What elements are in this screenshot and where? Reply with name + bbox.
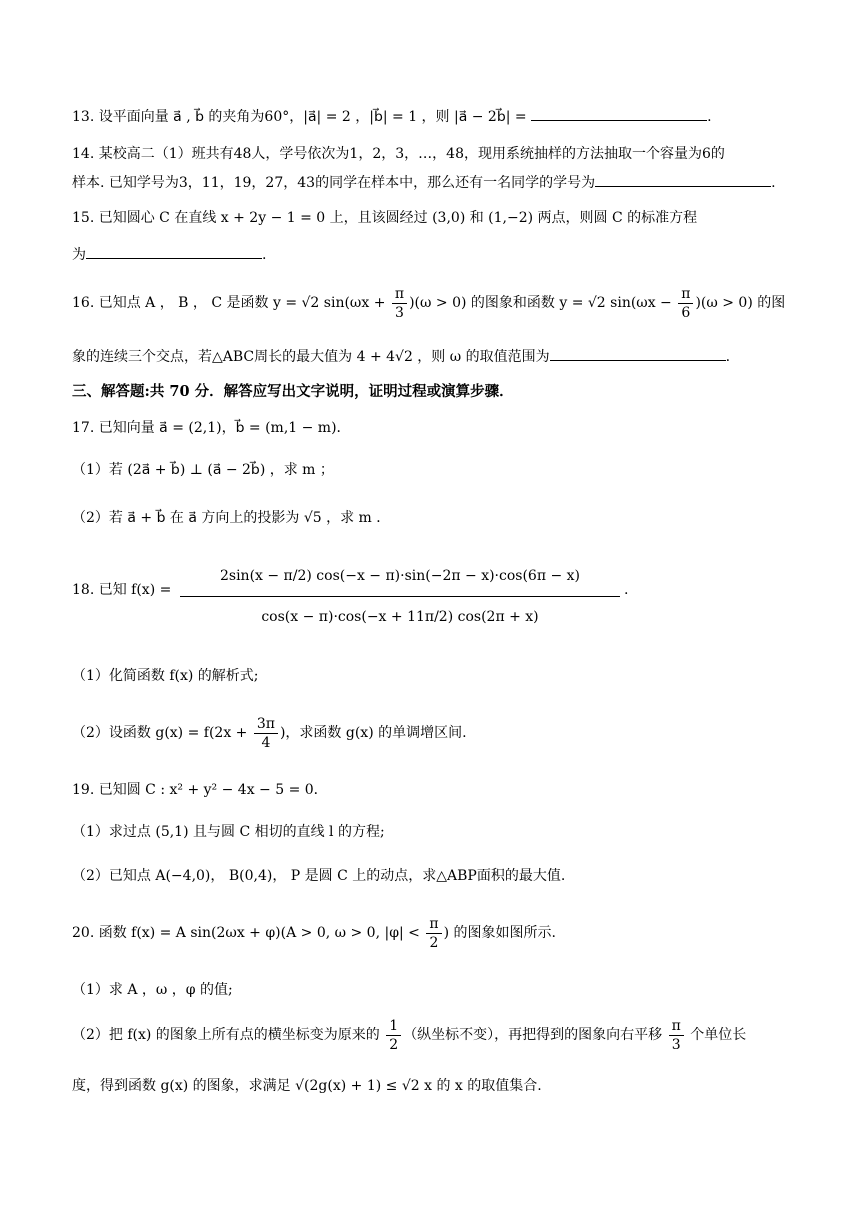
- fraction-numerator: 2sin(x − π/2) cos(−x − π)·sin(−2π − x)·cos(6π − x): [180, 556, 620, 597]
- answer-blank: [595, 172, 771, 187]
- question-18-stem: 18. 已知 f(x) =: [72, 582, 172, 598]
- question-18-part-1: （1）化简函数 f(x) 的解析式;: [72, 668, 259, 684]
- fraction: $\frac{3\pi}{4}$: [254, 715, 278, 752]
- fraction: $\frac{\pi}{2}$: [426, 915, 441, 952]
- answer-blank: [531, 106, 707, 121]
- question-17-part-1: （1）若 (2a⃗ + b⃗) ⊥ (a⃗ − 2b⃗) ，求 m ；: [72, 462, 334, 478]
- question-19-part-1: （1）求过点 (5,1) 且与圆 C 相切的直线 l 的方程;: [72, 824, 385, 840]
- question-17-part-2: （2）若 a⃗ + b⃗ 在 a⃗ 方向上的投影为 √5 ，求 m ．: [72, 510, 391, 526]
- fraction: $\frac{\pi}{3}$: [392, 285, 407, 322]
- question-17-stem: 17. 已知向量 a⃗ = (2,1)，b⃗ = (m,1 − m)．: [72, 420, 351, 436]
- question-19-part-2: （2）已知点 A(−4,0)， B(0,4)， P 是圆 C 上的动点，求△ABP面积的最大值.: [72, 868, 566, 884]
- question-14-line-2: 样本. 已知学号为3，11，19，27，43的同学在样本中，那么还有一名同学的学号为 .: [72, 172, 776, 193]
- fraction: $\frac{\pi}{6}$: [678, 285, 693, 322]
- fraction-denominator: cos(x − π)·cos(−x + 11π/2) cos(2π + x): [261, 609, 539, 625]
- question-15-line-1: 15. 已知圆心 C 在直线 x + 2y − 1 = 0 上，且该圆经过 (3,0) 和 (1,−2) 两点，则圆 C 的标准方程: [72, 210, 698, 226]
- question-16-line-2: 象的连续三个交点，若△ABC周长的最大值为 4 + 4√2 ，则 ω 的取值范围为 .: [72, 346, 730, 367]
- question-14-line-1: 14. 某校高二（1）班共有48人，学号依次为1，2，3，…，48，现用系统抽样的方法抽取一个容量为6的: [72, 146, 725, 162]
- question-20-part-2-line-1: （2）把 f(x) 的图象上所有点的横坐标变为原来的 $\frac{1}{2}$ （纵坐标不变），再把得到的图象向右平移 $\frac{\pi}{3}$ 个单位长: [72, 1017, 747, 1053]
- question-13: 13. 设平面向量 a⃗ , b⃗ 的夹角为60°，|a⃗| = 2 ，|b⃗| = 1 ，则 |a⃗ − 2b⃗| = .: [72, 106, 712, 127]
- question-20-part-1: （1）求 A ，ω ，φ 的值;: [72, 982, 233, 998]
- fraction: $\frac{\pi}{3}$: [669, 1017, 684, 1054]
- question-18-fraction: [180, 556, 620, 637]
- answer-blank: [550, 346, 726, 361]
- question-20-stem: 20. 函数 f(x) = A sin(2ωx + φ)(A > 0, ω > 0, |φ| < $\frac{\pi}{2}$ ) 的图象如图所示.: [72, 915, 556, 951]
- end-dot: .: [624, 582, 629, 598]
- fraction: $\frac{1}{2}$: [386, 1017, 401, 1054]
- section-heading: 三、解答题:共 70 分．解答应写出文字说明，证明过程或演算步骤．: [72, 383, 514, 400]
- answer-blank: [86, 244, 262, 259]
- question-18-part-2: （2）设函数 g(x) = f(2x + $\frac{3\pi}{4}$ )，求函数 g(x) 的单调增区间.: [72, 715, 467, 751]
- question-15-line-2: 为 .: [72, 244, 266, 265]
- question-19-stem: 19. 已知圆 C : x² + y² − 4x − 5 = 0．: [72, 782, 328, 798]
- question-20-part-2-line-2: 度，得到函数 g(x) 的图象，求满足 √(2g(x) + 1) ≤ √2 x 的 x 的取值集合.: [72, 1078, 542, 1094]
- question-16-line-1: 16. 已知点 A ， B ， C 是函数 y = √2 sin(ωx + $\frac{\pi}{3}$ )(ω > 0) 的图象和函数 y = √2 sin(ωx − $\frac{\pi}{6}$ )(ω > 0) 的图: [72, 285, 786, 321]
